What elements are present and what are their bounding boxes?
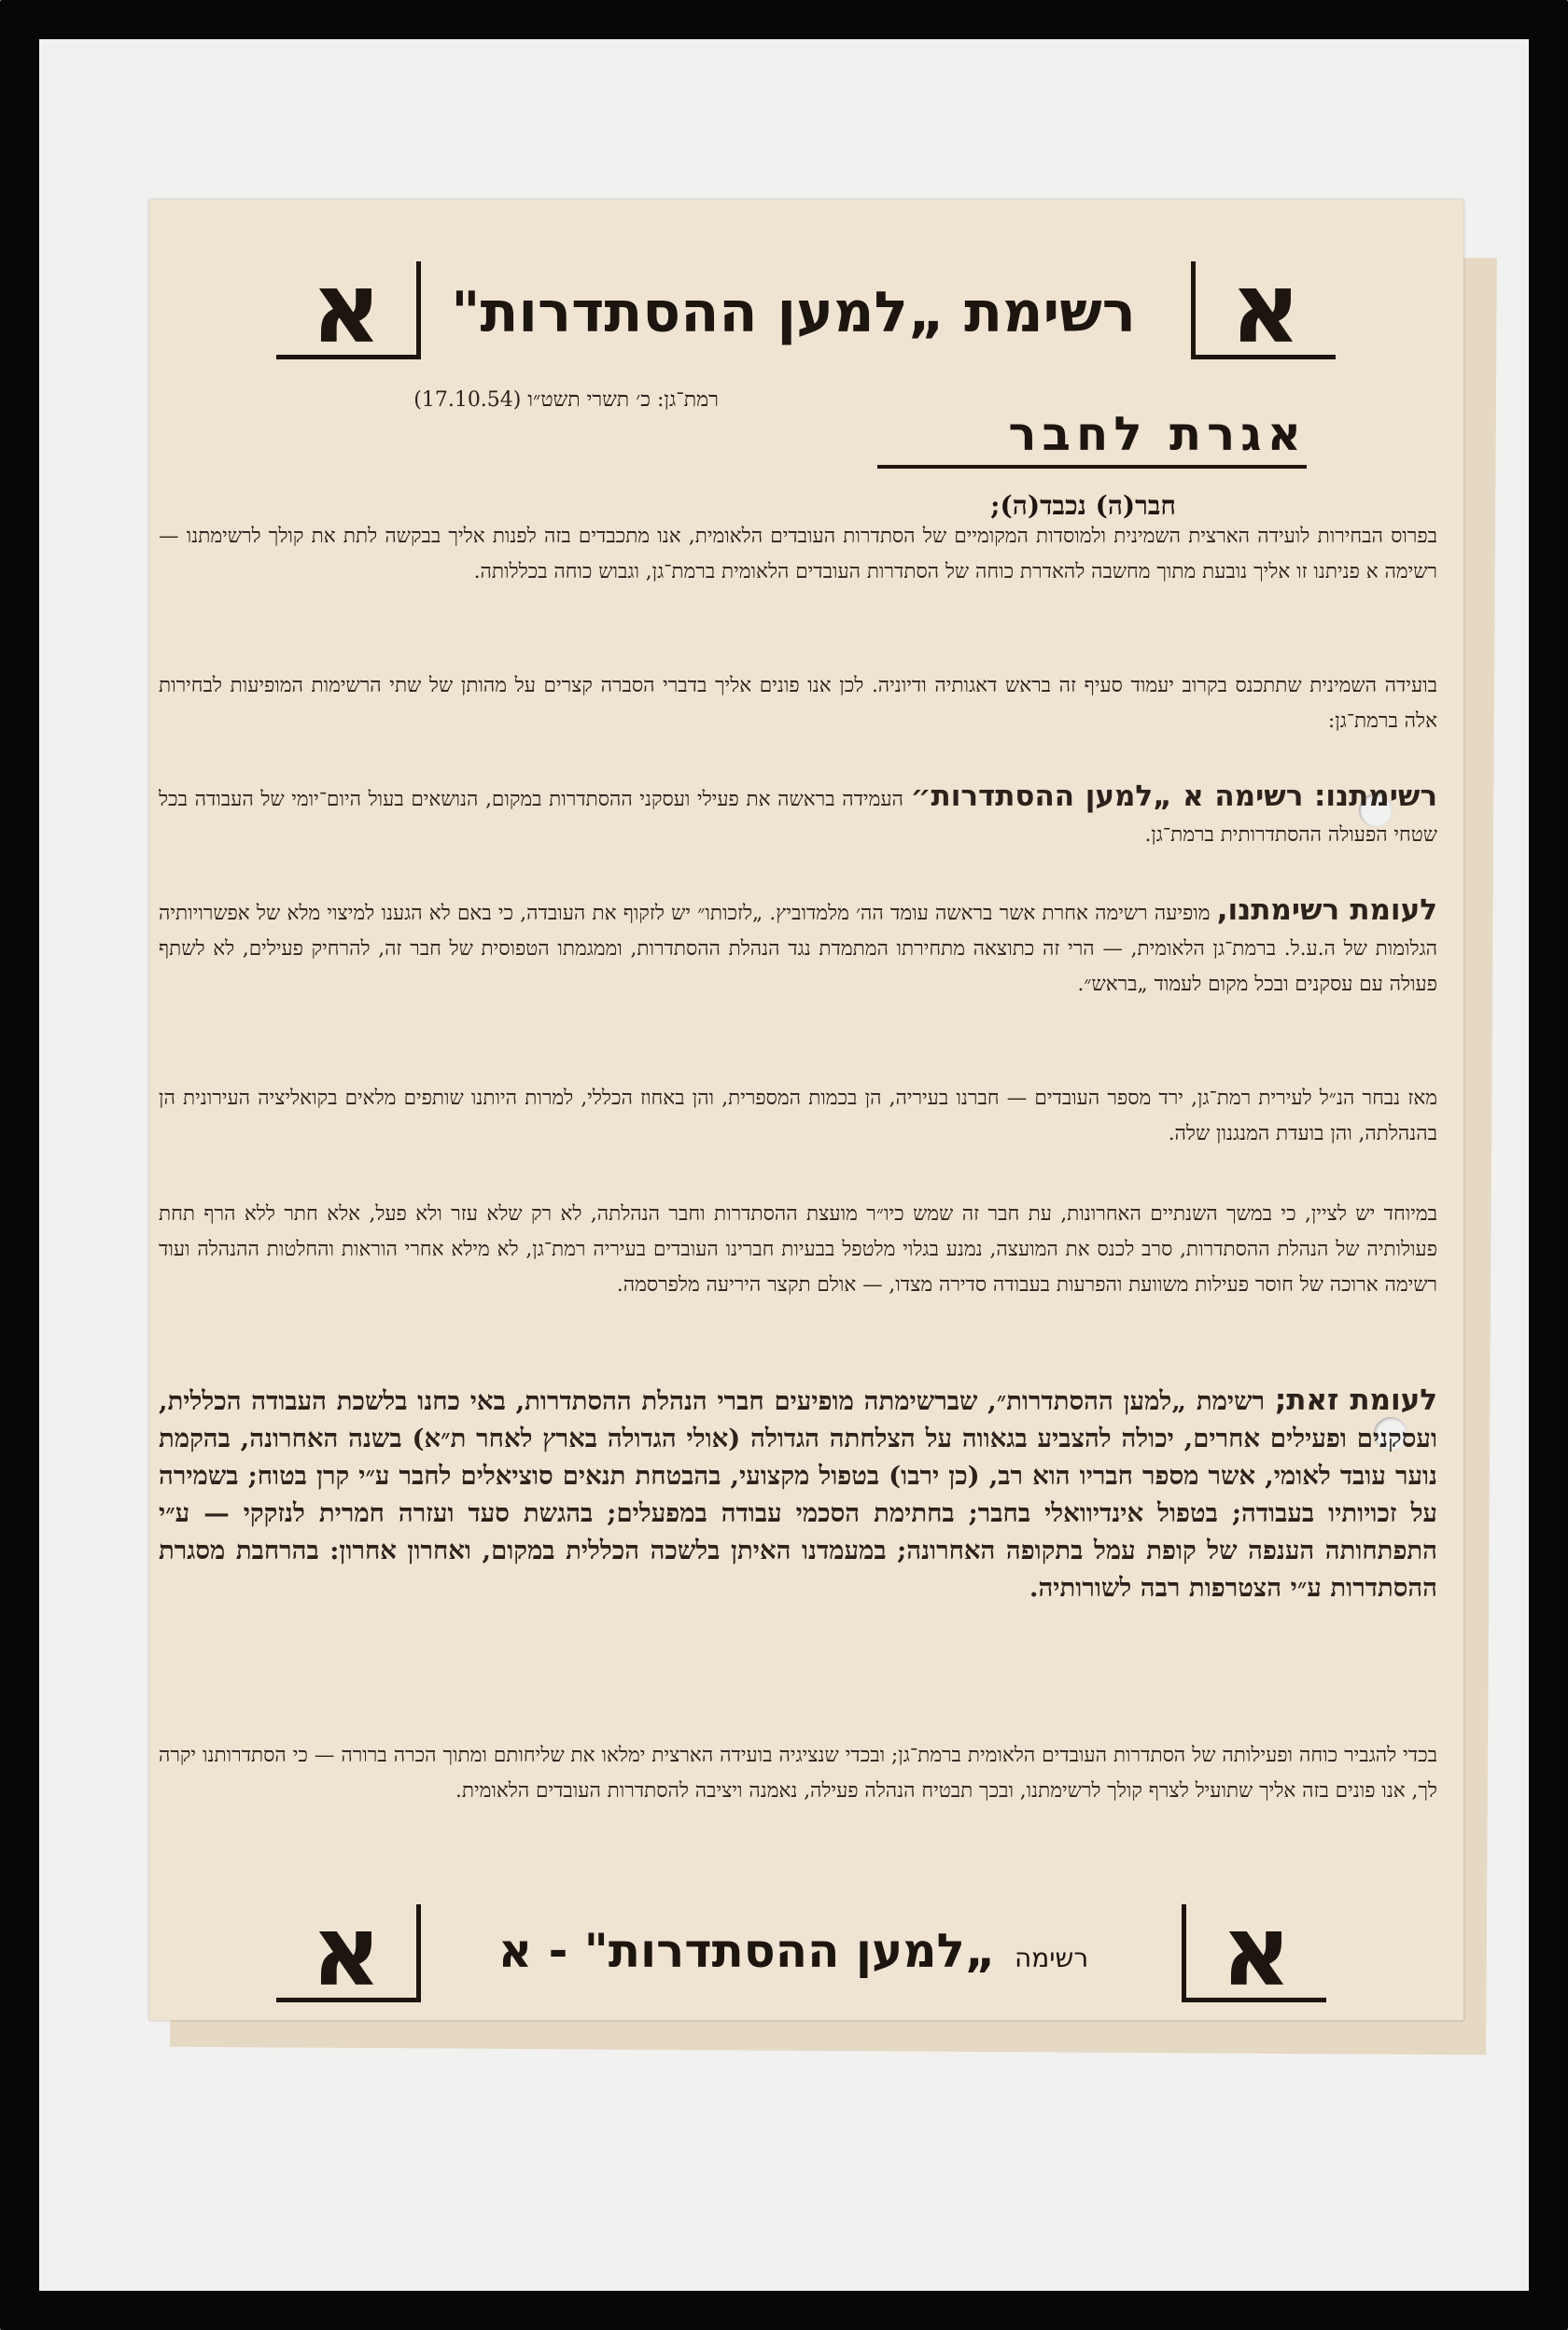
paragraph-3: העמידה בראשה את פעילי ועסקני ההסתדרות במקום, הנושאים בעול היום־יומי של העבודה בכל שטחי הפעולה ההסתדרותית ברמת־גן. <box>159 788 1437 847</box>
paragraph-2: בועידה השמינית שתתכנס בקרוב יעמוד סעיף זה בראש דאגותיה ודיוניה. לכן אנו פונים אליך בדברי הסברה קצרים על מהותן של שתי הרשימות המופיעות לבחירות אלה ברמת־גן: <box>159 674 1437 733</box>
paragraph-7-block <box>159 1382 1437 1736</box>
paragraph-2-block <box>159 668 1437 779</box>
header-alef-left: א <box>276 261 421 359</box>
paragraph-6: במיוחד יש לציין, כי במשך השנתיים האחרונות, עת חבר זה שמש כיו״ר מועצת ההסתדרות וחבר הנהלתה, לא רק שלא עזר ולא פעל, אלא חתר ללא הרף תחת פעולותיה של הנהלת ההסתדרות, סרב לכנס את המועצה, נמנע בגלוי מלטפל בבעיות חברינו העובדים בעיריה רמת־גן, לא מילא אחרי הוראות והחלטות ההנהלה ועוד רשימה ארוכה של חוסר פעילות משוועת והפרעות בעבודה סדירה מצדו, — אולם תקצר היריעה מלפרסמה. <box>159 1202 1437 1297</box>
letter-heading: אגרת לחבר <box>877 403 1307 469</box>
greeting: חבר(ה) נכבד(ה); <box>990 490 1176 521</box>
paragraph-3-block <box>159 779 1437 892</box>
paragraph-8: בכדי להגביר כוחה ופעילותה של הסתדרות העובדים הלאומית ברמת־גן; ובכדי שנציגיה בועידה הארצית ימלאו את שליחותם ומתוך הכרה ברורה — כי הסתדרותנו יקרה לך, אנו פונים בזה אליך שתועיל לצרף קולך לרשימתנו, ובכך תבטיח הנהלה פעילה, נאמנה ויציבה להסתדרות העובדים הלאומית. <box>159 1744 1437 1803</box>
paragraph-4-lead: לעומת רשימתנו, <box>1216 893 1437 927</box>
paragraph-5-block <box>159 1081 1437 1193</box>
footer-name: „למען ההסתדרות" - א <box>497 1924 996 1978</box>
paragraph-1: בפרוס הבחירות לועידה הארצית השמינית ולמוסדות המקומיים של הסתדרות העובדים הלאומית, אנו מתכבדים בזה לפנות אליך בבקשה לתת את קולך לרשימתנו — רשימה א פניתנו זו אליך נובעת מתוך מחשבה להאדרת כוחה של הסתדרות העובדים הלאומית ברמת־גן, וגבוש כוחה בכללותה. <box>159 525 1437 583</box>
paragraph-4-block <box>159 892 1437 1070</box>
paragraph-7-lead: לעומת זאת; <box>1274 1383 1438 1417</box>
paragraph-8-block <box>159 1738 1437 1888</box>
paragraph-5: מאז נבחר הנ״ל לעירית רמת־גן, ירד מספר העובדים — חברנו בעיריה, הן בכמות המספרית, והן באחוז הכללי, למרות היותנו שותפים מלאים בקואליציה העירונית הן בהנהלתה, והן בועדת המנגנון שלה. <box>159 1087 1437 1145</box>
header-alef-right: א <box>1191 261 1336 359</box>
paragraph-7: רשימת „למען ההסתדרות״, שברשימתה מופיעים חברי הנהלת ההסתדרות, באי כחנו בלשכת העבודה הכללית, ועסקנים ופעילים אחרים, יכולה להצביע בגאווה על הצלחתה הגדולה (אולי הגדולה בארץ לאחר ת״א) בשנה האחרונה, בהקמת נוער עובד לאומי, אשר מספר חבריו הוא רב, (כן ירבו) בטפול מקצועי, בהבטחת תנאים סוציאלים לחבר ע״י קרן בטוח; בשמירה על זכויותיו בעבודה; בטפול אינדיוואלי בחבר; בחתימת הסכמי עבודה במפעלים; בהגשת סעד ועזרה חמרית לנזקקי — ע״י התפתחותה הענפה של קופת עמל בתקופה האחרונה; במעמדנו האיתן בלשכה הכללית במקום, ואחרון אחרון: בהרחבת מסגרת ההסתדרות ע״י הצטרפות רבה לשורותיה. <box>159 1386 1437 1603</box>
paragraph-3-lead: רשימתנו: רשימה א „למען ההסתדרות״ <box>910 779 1438 813</box>
footer-list-name <box>429 1914 1157 1988</box>
footer-alef-right: א <box>1182 1904 1326 2002</box>
footer-alef-left: א <box>276 1904 421 2002</box>
paragraph-4: מופיעה רשימה אחרת אשר בראשה עומד הה׳ מלמדוביץ. „לזכותו״ יש לזקוף את העובדה, כי באם לא הגענו למיצוי מלא של אפשרויותיה הגלומות של ה.ע.ל. ברמת־גן הלאומית, — הרי זה כתוצאה מתחירתו המתמדת נגד הנהלת ההסתדרות, וממגמתו הטפוסית של חבר זה, להרחיק פעילים, לא לשתף פעולה עם עסקנים ובכל מקום לעמוד „בראש״. <box>159 902 1437 996</box>
dateline: רמת־גן: כ׳ תשרי תשט״ו (17.10.54) <box>413 388 719 412</box>
paragraph-6-block <box>159 1197 1437 1380</box>
leaflet-title: רשימת „למען ההסתדרות" <box>451 280 1136 345</box>
footer-label: רשימה <box>1014 1943 1089 1973</box>
paragraph-1-block <box>159 519 1437 659</box>
